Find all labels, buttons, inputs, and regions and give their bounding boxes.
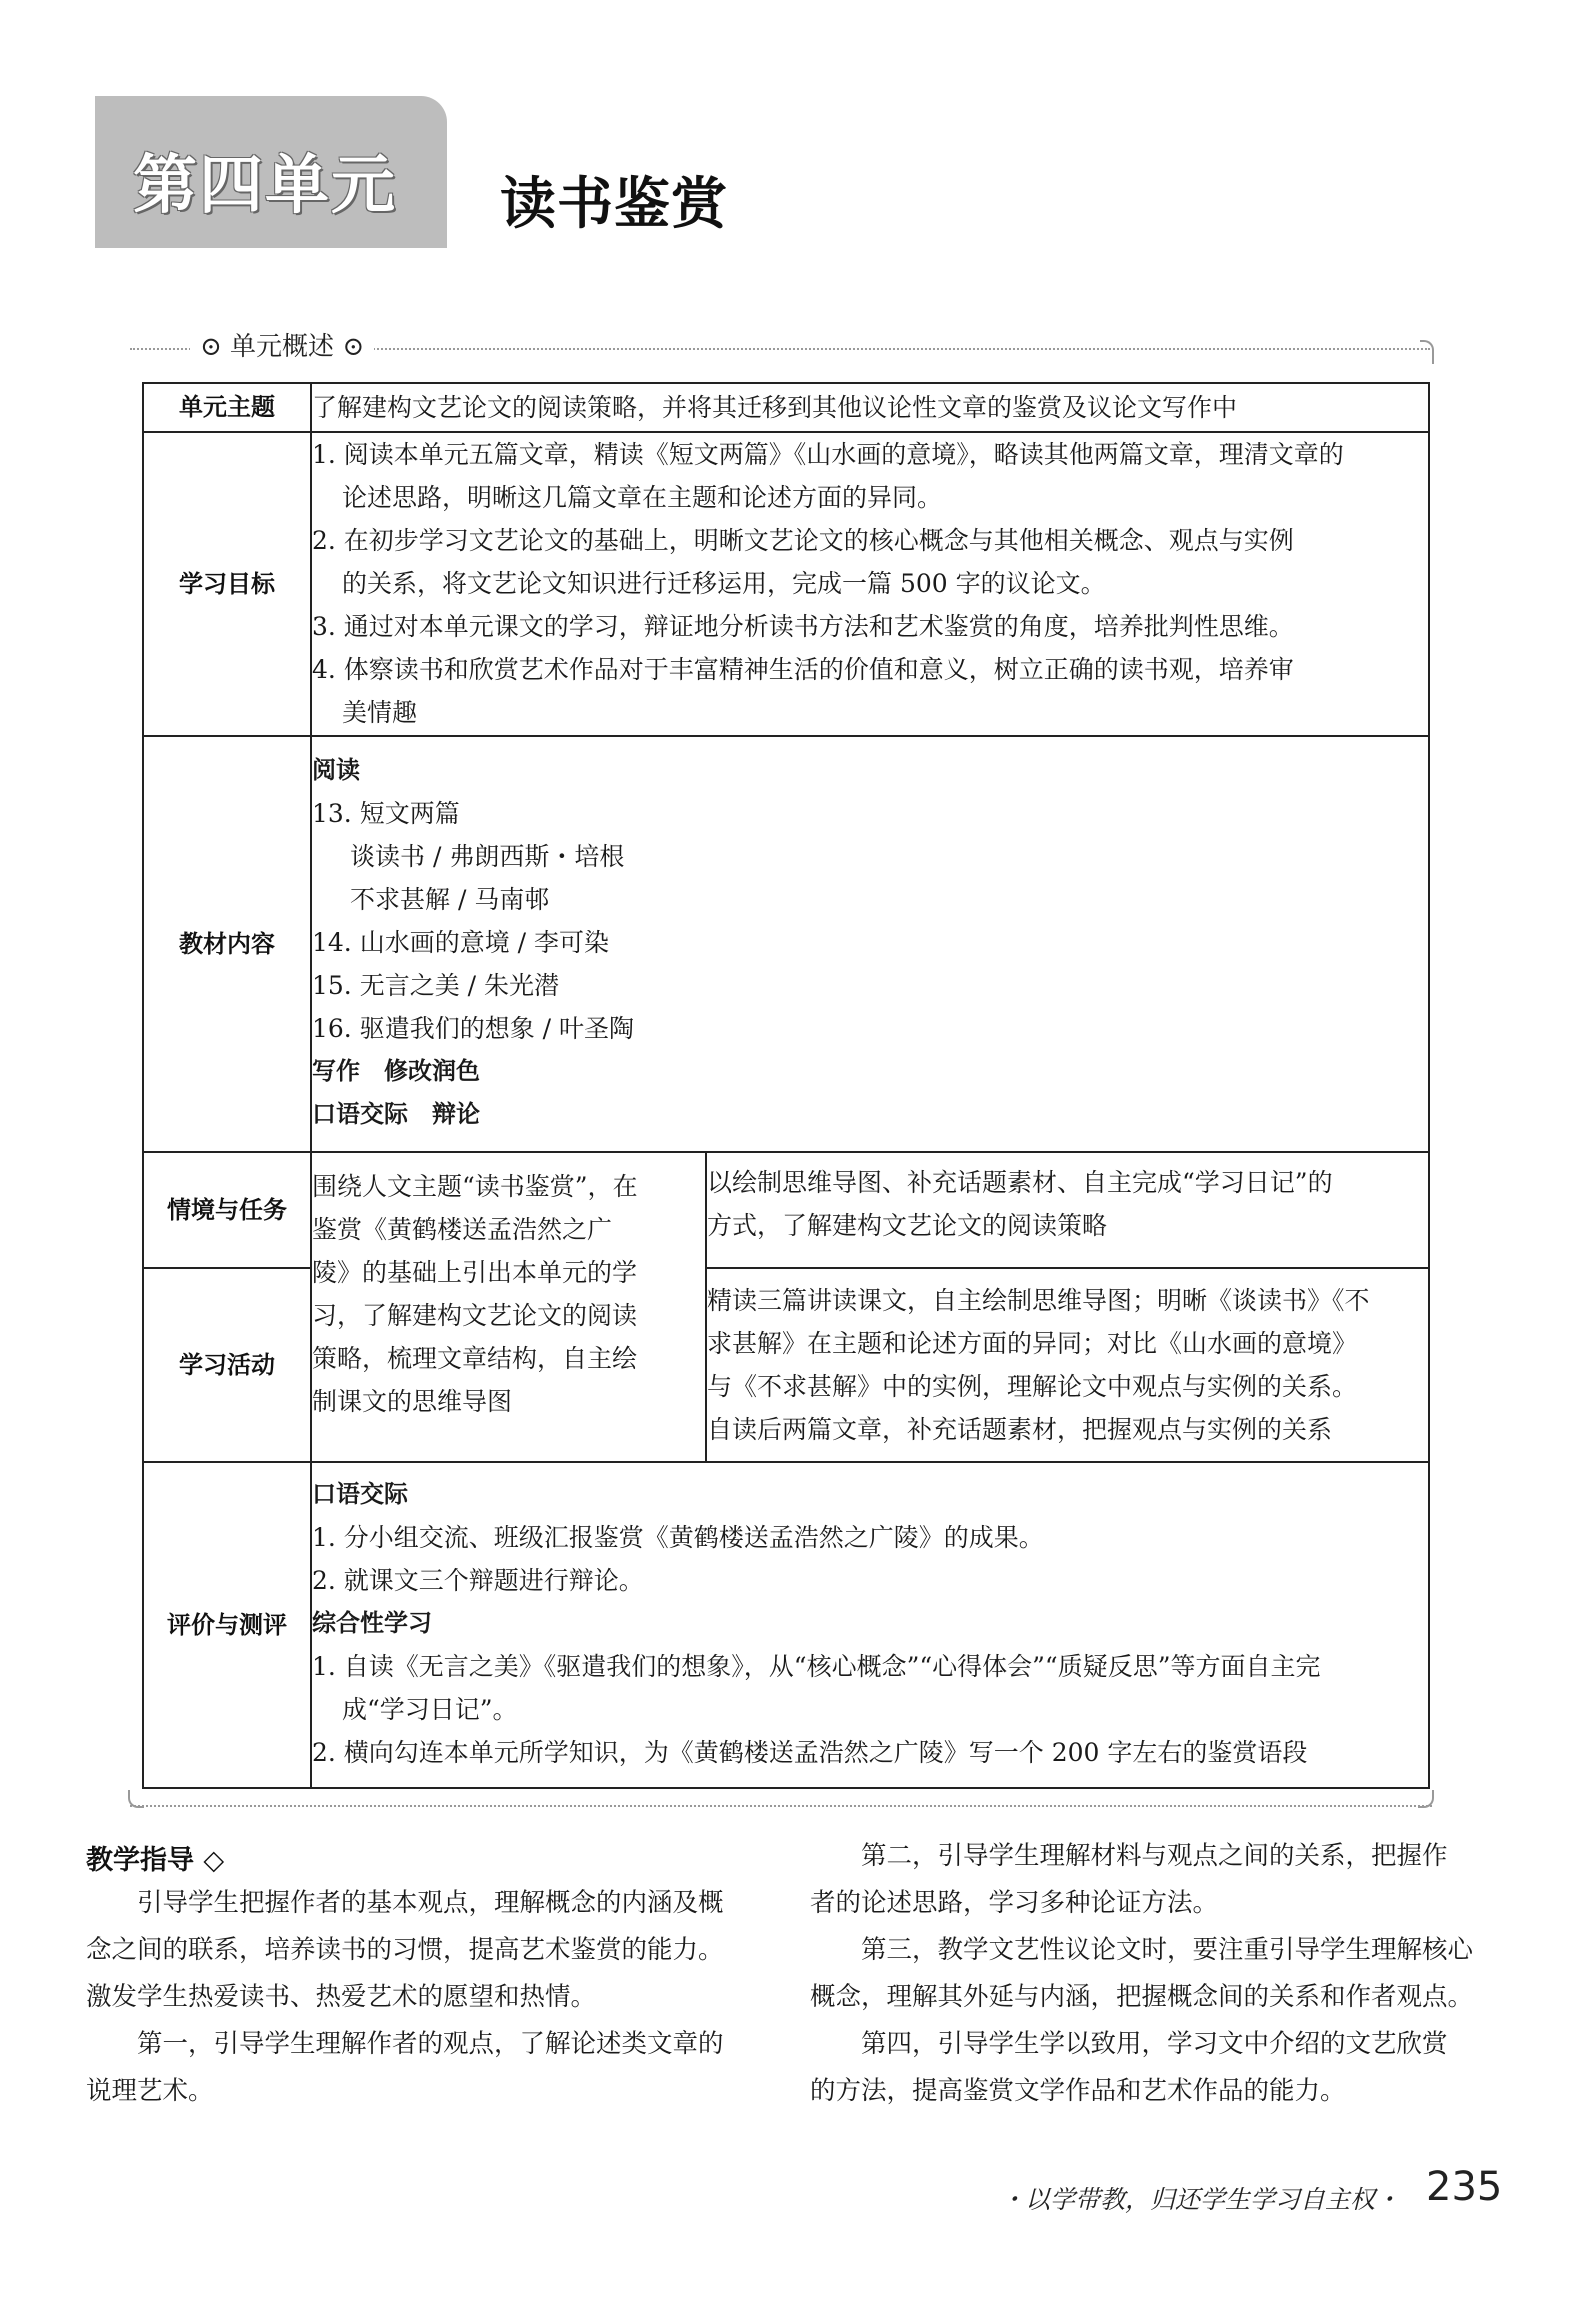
theme-text xyxy=(311,383,1429,432)
unit-label: 第四单元 xyxy=(133,149,397,223)
evaluation-label: 评价与测评 xyxy=(143,1462,311,1788)
material-item: 13. 短文两篇 xyxy=(312,799,460,828)
activities-content xyxy=(706,1268,1429,1462)
section-label: ⊙ 单元概述 ⊙ xyxy=(190,326,374,363)
table-row-goals xyxy=(143,432,1429,736)
situation-line: 鉴赏《黄鹤楼送孟浩然之广 xyxy=(312,1215,613,1244)
table-row-theme xyxy=(143,383,1429,432)
oral-item: 口语交际 辩论 xyxy=(312,1100,480,1128)
goals-content xyxy=(311,432,1429,736)
unit-title: 读书鉴赏 xyxy=(500,172,728,237)
guide-line: 者的论述思路，学习多种论证方法。 xyxy=(810,1888,1219,1918)
theme-label: 单元主题 xyxy=(143,383,311,432)
evaluation-line: 2. 就课文三个辩题进行辩论。 xyxy=(312,1566,644,1595)
activity-line: 求甚解》在主题和论述方面的异同；对比《山水画的意境》 xyxy=(707,1329,1358,1358)
goal-line: 1. 阅读本单元五篇文章，精读《短文两篇》《山水画的意境》，略读其他两篇文章，理清文章的 xyxy=(312,440,1344,469)
table-row-materials xyxy=(143,736,1429,1152)
task-line: 以绘制思维导图、补充话题素材、自主完成“学习日记”的 xyxy=(707,1168,1333,1197)
table-row-situation xyxy=(143,1152,1429,1268)
reading-heading: 阅读 xyxy=(312,756,360,784)
activity-line: 与《不求甚解》中的实例，理解论文中观点与实例的关系。 xyxy=(707,1372,1358,1401)
situation-line: 制课文的思维导图 xyxy=(312,1387,513,1416)
guide-line: 第四，引导学生学以致用，学习文中介绍的文艺欣赏 xyxy=(810,2029,1448,2059)
situation-shared-content xyxy=(311,1152,706,1462)
goal-line: 美情趣 xyxy=(342,698,418,727)
guide-line: 概念，理解其外延与内涵，把握概念间的关系和作者观点。 xyxy=(810,1982,1474,2012)
goal-line: 3. 通过对本单元课文的学习，辩证地分析读书方法和艺术鉴赏的角度，培养批判性思维。 xyxy=(312,612,1294,641)
guide-right-column xyxy=(810,1833,1510,2115)
activity-line: 自读后两篇文章，补充话题素材，把握观点与实例的关系 xyxy=(707,1415,1333,1444)
guide-line: 激发学生热爱读书、热爱艺术的愿望和热情。 xyxy=(86,1982,597,2012)
evaluation-line: 1. 自读《无言之美》《驱遣我们的想象》，从“核心概念”“心得体会”“质疑反思”等方面自主完 xyxy=(312,1652,1321,1681)
table-row-evaluation xyxy=(143,1462,1429,1788)
material-item: 14. 山水画的意境 / 李可染 xyxy=(312,928,610,957)
comprehensive-heading: 综合性学习 xyxy=(312,1609,432,1637)
evaluation-line: 2. 横向勾连本单元所学知识，为《黄鹤楼送孟浩然之广陵》写一个 200 字左右的鉴赏语段 xyxy=(312,1738,1308,1767)
situation-line: 策略，梳理文章结构，自主绘 xyxy=(312,1344,638,1373)
guide-line: 第三，教学文艺性议论文时，要注重引导学生理解核心 xyxy=(810,1935,1474,1965)
goals-label: 学习目标 xyxy=(143,432,311,736)
goal-line: 4. 体察读书和欣赏艺术作品对于丰富精神生活的价值和意义，树立正确的读书观，培养审 xyxy=(312,655,1294,684)
section-divider-cap xyxy=(1420,340,1434,364)
situation-label: 情境与任务 xyxy=(143,1152,311,1268)
material-item: 不求甚解 / 马南邨 xyxy=(350,885,550,914)
situation-line: 围绕人文主题“读书鉴赏”，在 xyxy=(312,1172,638,1201)
guide-line: 说理艺术。 xyxy=(86,2076,214,2106)
goal-line: 论述思路，明晰这几篇文章在主题和论述方面的异同。 xyxy=(342,483,943,512)
page-number: 235 xyxy=(1426,2164,1503,2210)
guide-line: 引导学生把握作者的基本观点，理解概念的内涵及概 xyxy=(86,1888,724,1918)
materials-content xyxy=(311,736,1429,1152)
materials-label: 教材内容 xyxy=(143,736,311,1152)
guide-line: 的方法，提高鉴赏文学作品和艺术作品的能力。 xyxy=(810,2076,1346,2106)
goal-line: 的关系，将文艺论文知识进行迁移运用，完成一篇 500 字的议论文。 xyxy=(342,569,1106,598)
unit-overview-table xyxy=(142,382,1430,1789)
unit-badge xyxy=(95,96,447,248)
guide-left-column xyxy=(86,1880,776,2115)
writing-item: 写作 修改润色 xyxy=(312,1057,480,1085)
theme-line: 了解建构文艺论文的阅读策略，并将其迁移到其他议论性文章的鉴赏及议论文写作中 xyxy=(312,393,1238,422)
situation-line: 陵》的基础上引出本单元的学 xyxy=(312,1258,638,1287)
evaluation-line: 1. 分小组交流、班级汇报鉴赏《黄鹤楼送孟浩然之广陵》的成果。 xyxy=(312,1523,1044,1552)
material-item: 16. 驱遣我们的想象 / 叶圣陶 xyxy=(312,1014,635,1043)
goal-line: 2. 在初步学习文艺论文的基础上，明晰文艺论文的核心概念与其他相关概念、观点与实例 xyxy=(312,526,1294,555)
evaluation-line: 成“学习日记”。 xyxy=(342,1695,518,1724)
section-bottom-cap-left xyxy=(128,1790,144,1808)
material-item: 谈读书 / 弗朗西斯・培根 xyxy=(350,842,625,871)
oral-heading: 口语交际 xyxy=(312,1480,408,1508)
guide-line: 第二，引导学生理解材料与观点之间的关系，把握作 xyxy=(810,1841,1448,1871)
situation-line: 习，了解建构文艺论文的阅读 xyxy=(312,1301,638,1330)
guide-line: 第一，引导学生理解作者的观点，了解论述类文章的 xyxy=(86,2029,724,2059)
material-item: 15. 无言之美 / 朱光潜 xyxy=(312,971,560,1000)
guide-title: 教学指导 ◇ xyxy=(86,1845,225,1876)
guide-line: 念之间的联系，培养读书的习惯，提高艺术鉴赏的能力。 xyxy=(86,1935,724,1965)
activities-label: 学习活动 xyxy=(143,1268,311,1462)
footer-slogan: ・以学带教，归还学生学习自主权・ xyxy=(1000,2185,1401,2214)
situation-task-content xyxy=(706,1152,1429,1268)
evaluation-content xyxy=(311,1462,1429,1788)
task-line: 方式，了解建构文艺论文的阅读策略 xyxy=(707,1211,1108,1240)
activity-line: 精读三篇讲读课文，自主绘制思维导图；明晰《谈读书》《不 xyxy=(707,1286,1370,1315)
section-bottom-divider xyxy=(130,1805,1432,1807)
